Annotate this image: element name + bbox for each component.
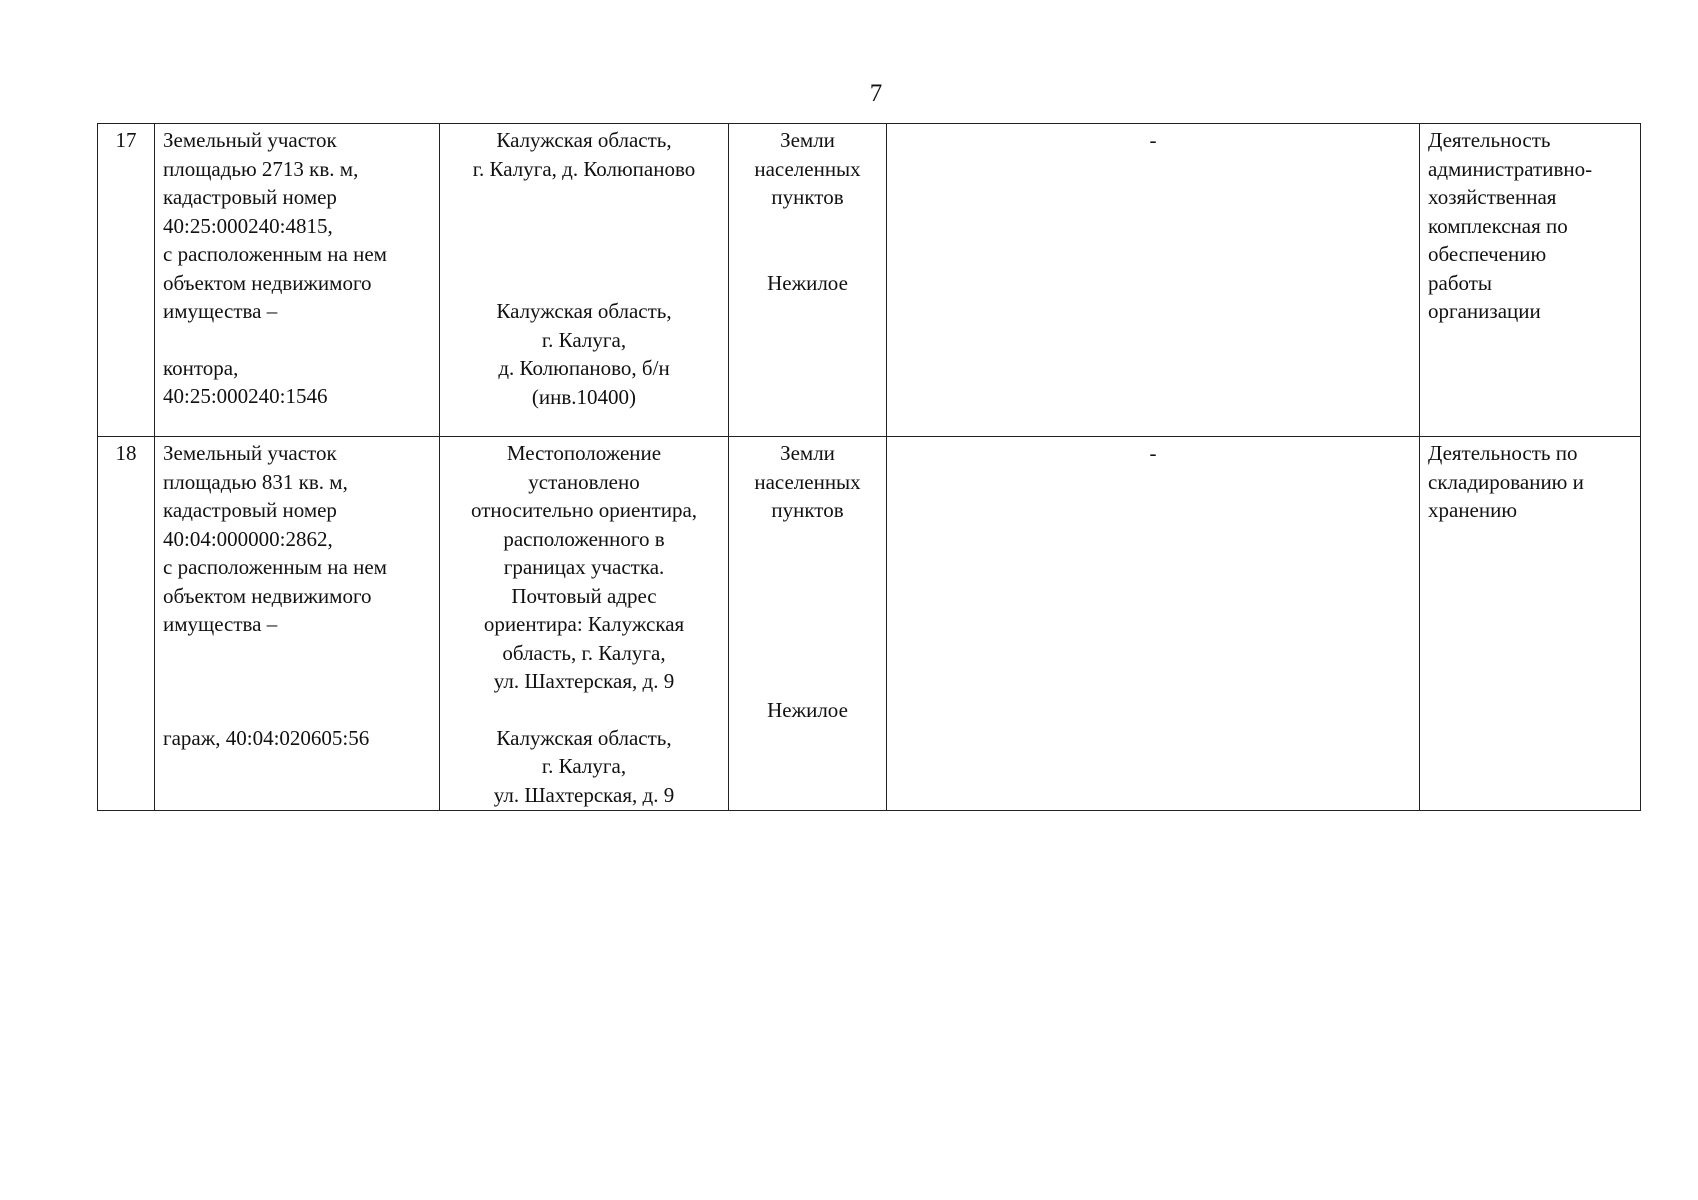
text-line: д. Колюпаново, б/н xyxy=(498,356,670,380)
page-number: 7 xyxy=(869,80,883,107)
table-row xyxy=(98,437,1641,811)
building-description xyxy=(163,724,431,753)
text-line: работы xyxy=(1428,270,1493,295)
text-line: Калужская область, xyxy=(496,128,672,152)
encumbrance: - xyxy=(887,124,1420,437)
land-category xyxy=(737,439,878,525)
text-line: ориентира: Калужская xyxy=(483,612,685,636)
permitted-use xyxy=(1420,124,1641,437)
text-line: обеспечению xyxy=(1428,242,1547,266)
text-line: населенных xyxy=(754,469,861,494)
text-line: гараж, 40:04:020605:56 xyxy=(163,725,370,750)
text-line: 40:25:000240:4815, xyxy=(163,213,333,238)
text-line: площадью 831 кв. м, xyxy=(163,469,348,494)
text-line: ул. Шахтерская, д. 9 xyxy=(493,669,675,693)
building-address xyxy=(448,724,720,810)
land-description xyxy=(163,126,431,326)
text-line: Деятельность xyxy=(1428,128,1551,152)
text-line: Калужская область, xyxy=(496,725,672,750)
property-table xyxy=(97,123,1641,811)
text-line: пунктов xyxy=(771,498,844,522)
object-description xyxy=(155,124,440,437)
text-line: Земли xyxy=(780,441,835,465)
text-line: объектом недвижимого xyxy=(163,583,372,608)
text-line: 40:25:000240:1546 xyxy=(163,384,328,408)
land-address xyxy=(448,126,720,183)
row-number: 17 xyxy=(98,124,155,437)
object-category xyxy=(729,124,887,437)
object-address xyxy=(440,437,729,811)
text-line: г. Калуга, xyxy=(541,754,627,778)
text-line: г. Калуга, д. Колюпаново xyxy=(472,156,696,181)
object-description xyxy=(155,437,440,811)
text-line: с расположенным на нем xyxy=(163,555,387,579)
text-line: установлено xyxy=(528,469,640,494)
text-line: кадастровый номер xyxy=(163,185,337,209)
text-line: имущества – xyxy=(163,612,278,636)
text-line: Земельный участок xyxy=(163,128,337,152)
text-line: Калужская область, xyxy=(496,299,672,323)
text-line: с расположенным на нем xyxy=(163,242,387,266)
object-address xyxy=(440,124,729,437)
text-line: г. Калуга, xyxy=(541,327,627,352)
text-line: относительно ориентира, xyxy=(470,498,698,522)
text-line: расположенного в xyxy=(503,526,665,551)
text-line: кадастровый номер xyxy=(163,498,337,522)
building-category: Нежилое xyxy=(767,697,848,722)
land-category xyxy=(737,126,878,212)
table-row xyxy=(98,124,1641,437)
text-line: область, г. Калуга, xyxy=(502,640,666,665)
building-description xyxy=(163,354,431,411)
text-line: (инв.10400) xyxy=(531,384,637,409)
text-line: хозяйственная xyxy=(1428,185,1557,209)
text-line: Почтовый адрес xyxy=(511,583,657,608)
land-address xyxy=(448,439,720,696)
encumbrance: - xyxy=(887,437,1420,811)
text-line: Местоположение xyxy=(506,441,662,465)
text-line: организации xyxy=(1428,299,1541,323)
permitted-use xyxy=(1420,437,1641,811)
building-category: Нежилое xyxy=(767,270,848,295)
text-line: складированию и xyxy=(1428,469,1584,494)
text-line: контора, xyxy=(163,355,239,380)
text-line: объектом недвижимого xyxy=(163,270,372,295)
text-line: 40:04:000000:2862, xyxy=(163,526,333,551)
text-line: площадью 2713 кв. м, xyxy=(163,156,359,181)
text-line: комплексная по xyxy=(1428,213,1568,238)
text-line: имущества – xyxy=(163,299,278,323)
text-line: населенных xyxy=(754,156,861,181)
text-line: Деятельность по xyxy=(1428,441,1578,465)
text-line: административно- xyxy=(1428,156,1593,181)
land-description xyxy=(163,439,431,639)
text-line: хранению xyxy=(1428,498,1518,522)
text-line: ул. Шахтерская, д. 9 xyxy=(493,782,675,807)
object-category xyxy=(729,437,887,811)
row-number: 18 xyxy=(98,437,155,811)
text-line: Земли xyxy=(780,128,835,152)
building-address xyxy=(448,297,720,411)
text-line: Земельный участок xyxy=(163,441,337,465)
text-line: пунктов xyxy=(771,185,844,209)
text-line: границах участка. xyxy=(503,555,665,579)
